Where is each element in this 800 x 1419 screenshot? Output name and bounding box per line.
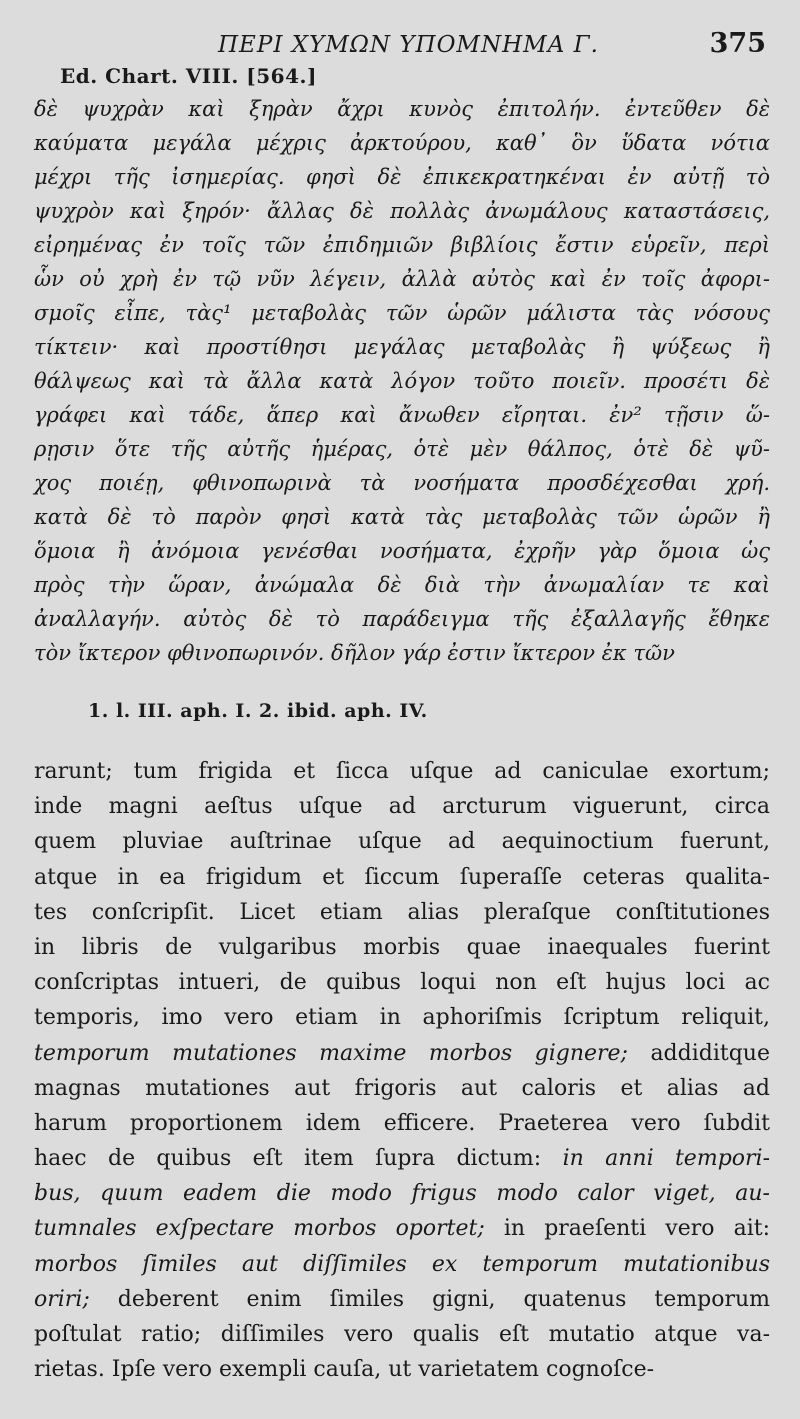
latin-line: atque in ea frigidum et ſiccum ſuperaſſe ceteras qualita- [34,864,770,890]
greek-line: εἰρημένας ἐν τοῖς τῶν ἐπιδημιῶν βιβλίοις ἔστιν εὑρεῖν, περὶ [34,233,770,257]
latin-line: poſtulat ratio; diſſimiles vero qualis eſt mutatio atque va- [34,1322,770,1347]
latin-line: quem pluviae auſtrinae uſque ad aequinoctium fuerunt, [34,829,770,855]
greek-line: ὅμοια ἢ ἀνόμοια γενέσθαι νοσήματα, ἐχρῆν γὰρ ὅμοια ὡς [34,539,770,563]
latin-line: rietas. Ipſe vero exempli cauſa, ut varietatem cognoſce- [34,1357,655,1383]
latin-line: morbos ſimiles aut diſſimiles ex temporum mutationibus [34,1251,770,1277]
edition-reference: Ed. Chart. VIII. [564.] [60,64,317,88]
greek-line: γράφει καὶ τάδε, ἅπερ καὶ ἄνωθεν εἴρηται. ἐν² τῇσιν ὥ- [34,403,770,427]
latin-line: oriri; deberent enim ſimiles gigni, quatenus temporum [34,1286,770,1312]
page-number: 375 [709,28,766,59]
greek-line: κατὰ δὲ τὸ παρὸν φησὶ κατὰ τὰς μεταβολὰς τῶν ὡρῶν ἢ [34,505,770,529]
latin-line: in libris de vulgaribus morbis quae inaequales fuerint [34,934,770,960]
greek-line: μέχρι τῆς ἰσημερίας. φησὶ δὲ ἐπικεκρατηκέναι ἐν αὐτῇ τὸ [34,165,770,189]
latin-line: harum proportionem idem efficere. Praeterea vero ſubdit [34,1110,770,1136]
greek-line: ὧν οὐ χρὴ ἐν τῷ νῦν λέγειν, ἀλλὰ αὐτὸς καὶ ἐν τοῖς ἀφορι- [34,267,770,291]
footnotes: 1. l. III. aph. I. 2. ibid. aph. IV. [88,700,428,722]
greek-line: χος ποιέῃ, φθινοπωρινὰ τὰ νοσήματα προσδέχεσθαι χρή. [34,471,770,495]
running-title: ΠΕΡΙ ΧΥΜΩΝ ΥΠΟΜΝΗΜΑ Γ. [218,32,599,58]
latin-line: inde magni aeſtus uſque ad arcturum viguerunt, circa [34,794,770,820]
latin-line: haec de quibus eſt item ſupra dictum: in anni tempori- [34,1146,771,1172]
greek-line: τὸν ἴκτερον φθινοπωρινόν. δῆλον γάρ ἐστιν ἴκτερον ἐκ τῶν [34,641,675,665]
latin-line: temporum mutationes maxime morbos gignere; addiditque [34,1040,770,1066]
latin-line: tumnales exſpectare morbos oportet; in praeſenti vero ait: [34,1216,770,1242]
latin-line: bus, quum eadem die modo frigus modo calor viget, au- [34,1181,770,1207]
greek-line: ρῃσιν ὅτε τῆς αὐτῆς ἡμέρας, ὁτὲ μὲν θάλπος, ὁτὲ δὲ ψῦ- [34,437,770,461]
greek-line: ψυχρὸν καὶ ξηρόν· ἄλλας δὲ πολλὰς ἀνωμάλους καταστάσεις, [34,199,770,223]
latin-line: temporis, imo vero etiam in aphoriſmis ſcriptum reliquit, [34,1005,770,1031]
greek-line: ἀναλλαγήν. αὐτὸς δὲ τὸ παράδειγμα τῆς ἐξαλλαγῆς ἔθηκε [34,607,770,631]
latin-line: tes conſcripſit. Licet etiam alias pleraſque conſtitutiones [34,899,770,925]
greek-line: δὲ ψυχρὰν καὶ ξηρὰν ἄχρι κυνὸς ἐπιτολήν. ἐντεῦθεν δὲ [34,97,770,121]
greek-line: πρὸς τὴν ὥραν, ἀνώμαλα δὲ διὰ τὴν ἀνωμαλίαν τε καὶ [34,573,770,597]
latin-text-block [34,754,770,1387]
latin-line: conſcriptas intueri, de quibus loqui non eſt hujus loci ac [34,970,770,996]
page-header [0,28,800,68]
greek-line: καύματα μεγάλα μέχρις ἀρκτούρου, καθ᾽ ὃν ὕδατα νότια [34,131,770,155]
greek-line: τίκτειν· καὶ προστίθησι μεγάλας μεταβολὰς ἢ ψύξεως ἢ [34,335,770,359]
latin-line: rarunt; tum frigida et ſicca uſque ad caniculae exortum; [34,759,770,784]
latin-line: magnas mutationes aut frigoris aut caloris et alias ad [34,1075,770,1101]
greek-line: θάλψεως καὶ τὰ ἄλλα κατὰ λόγον τοῦτο ποιεῖν. προσέτι δὲ [34,369,770,393]
greek-text-block [34,92,770,670]
greek-line: σμοῖς εἶπε, τὰς¹ μεταβολὰς τῶν ὡρῶν μάλιστα τὰς νόσους [34,301,770,325]
